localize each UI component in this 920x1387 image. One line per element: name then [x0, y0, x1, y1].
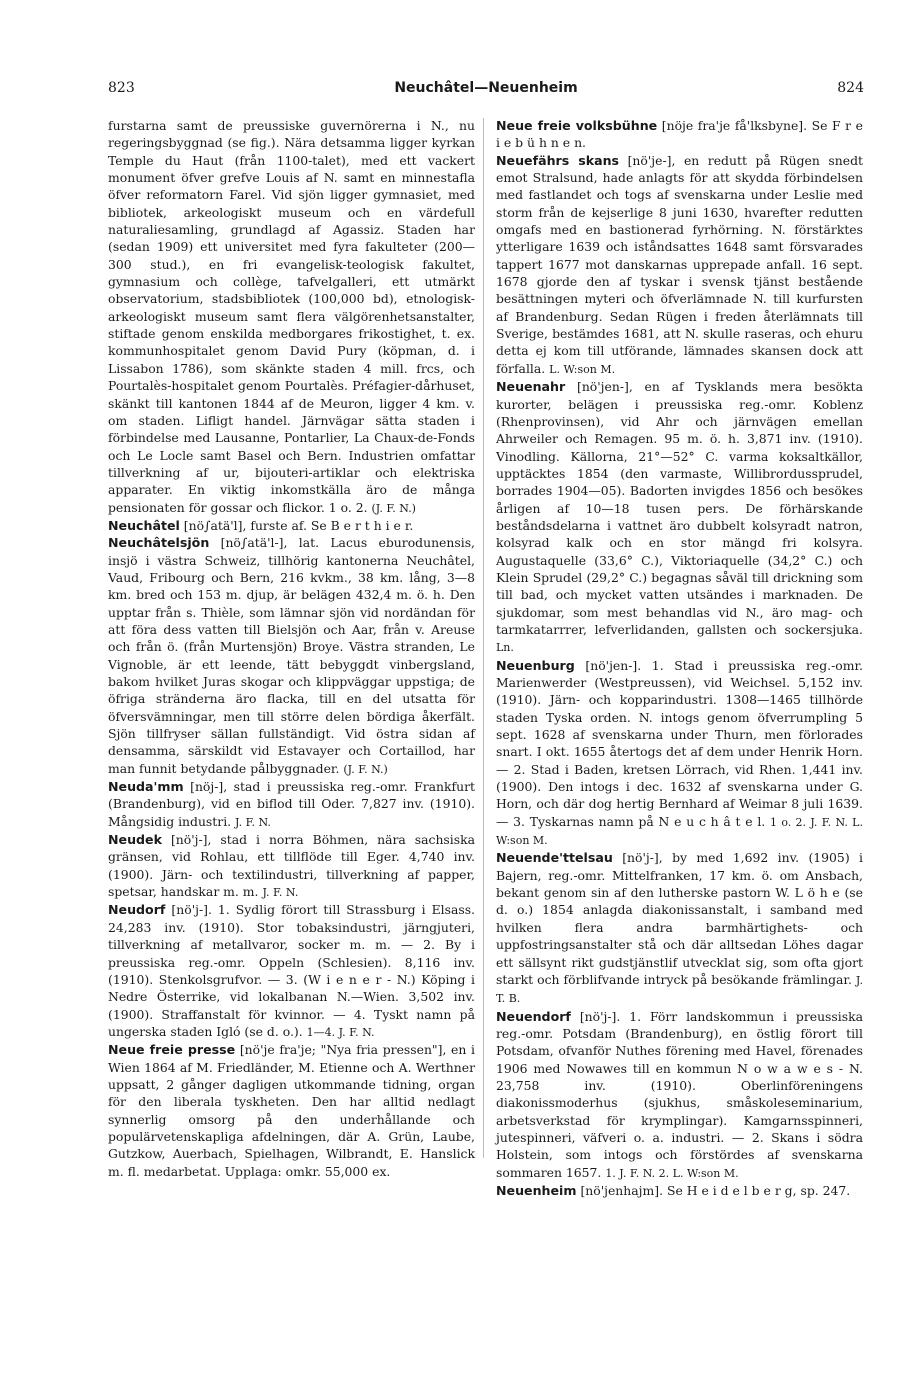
entry-body: [nö'j-]. 1. Sydlig förort till Strassburg i Elsass. 24,283 inv. (1910). Stor tobaksindustri, järngjuteri, tillverkning af metallvaror, socker m. m. — 2. By i preussiska reg.-omr. Oppeln (Schlesien). 8,116 inv. (1910). Stenkolsgrufvor. — 3. (W i e n e r - N.) Köping i Nedre Österrike, vid lokalbanan N.—Wien. 3,502 inv. (1900). Straffanstalt för kvinnor. — 4. Tyskt namn på ungerska staden Igló (se d. o.).	[108, 902, 475, 1039]
continuation-end: 1 o. 2.	[328, 499, 368, 515]
page-number-right: 824	[837, 80, 864, 96]
entry-headword: Neuchâtelsjön	[108, 535, 210, 551]
entry-headword: Neuda'mm	[108, 779, 184, 795]
dictionary-entry	[108, 534, 475, 778]
entry-headword: Neuenburg	[496, 657, 575, 673]
entry-body: [nöj-], stad i preussiska reg.-omr. Frankfurt (Brandenburg), vid en biflod till Oder. 7,827 inv. (1910). Mångsidig industri.	[108, 779, 475, 829]
page-number-left: 823	[108, 80, 135, 96]
entry-body: [nö'jen-], en af Tysklands mera besökta kurorter, belägen i preussiska reg.-omr. Koblenz (Rhenprovinsen), vid Ahr och järnvägen emellan Ahrweiler och Remagen. 95 m. ö. h. 3,871 inv. (1910). Vinodling. Källorna, 21°—52° C. varma koksaltkällor, upptäcktes 1854 (den varmaste, Willibrordussprudel, borrades 1904—05). Badorten invigdes 1856 och besökes årligen af 10—18 tusen pers. De förhärskande beståndsdelarna i vattnet äro dubbelt kolsyradt natron, kolsyrad kalk och en stor mängd fri kolsyra. Augustaquelle (33,6° C.), Viktoriaquelle (34,2° C.) och Klein Sprudel (29,2° C.) begagnas såväl till drickning som till bad, och mycket vatten utsändes i marknaden. De sjukdomar, som mest behandlas vid N., äro mag- och tarmkatarrrer, lefverlidanden, gallsten och sockersjuka.	[496, 379, 863, 637]
entry-body: [nö'jen-]. 1. Stad i preussiska reg.-omr. Marienwerder (Westpreussen), vid Weichsel. 5,152 inv. (1910). Järn- och kopparindustri. 1308—1465 tillhörde staden Tyska orden. N. intogs genom öfverrumpling 5 sept. 1628 af svenskarna under Thurn, men förlorades snart. I okt. 1655 återtogs det af dem under Henrik Horn. — 2. Stad i Baden, kretsen Lörrach, vid Rhen. 1,441 inv. (1900). Den intogs i dec. 1632 af svenskarna under G. Horn, och där dog hertig Bernhard af Weimar 8 juli 1639. — 3. Tyskarnas namn på N e u c h â t e l.	[496, 657, 863, 829]
dictionary-entry	[108, 1041, 475, 1180]
entry-body: [nö'j-], by med 1,692 inv. (1905) i Bajern, reg.-omr. Mittelfranken, 17 km. ö. om Ansbach, bekant genom sin af den lutherske pastorn W. L ö h e (se d. o.) 1854 anlagda diakonissanstalt, i samband med hvilken flera andra barmhärtighets- och uppfostringsanstalter stå och där alltsedan Löhes dagar ett sällsynt rikt gudstjänstlif utvecklat sig, som ofta gjort starkt och förblifvande intryck på besökande främlingar.	[496, 850, 863, 987]
right-entries	[496, 117, 863, 1199]
entry-body: [nö'je fra'je; "Nya fria pressen"], en i Wien 1864 af M. Friedländer, M. Etienne och A. Werthner uppsatt, 2 gånger dagligen utkommande tidning, organ för den liberala tyskheten. Den har alltid nedlagt synnerlig omsorg på den underhållande och populärvetenskapliga afdelningen, där A. Grün, Laube, Gutzkow, Auerbach, Spielhagen, Wilbrandt, E. Hanslick m. fl. medarbetat. Upplaga: omkr. 55,000 ex.	[108, 1042, 475, 1179]
dictionary-entry	[496, 657, 863, 850]
signature: J. F. N.	[262, 886, 299, 900]
signature: 1. J. F. N. 2. L. W:son M.	[605, 1166, 739, 1180]
left-entries	[108, 517, 475, 1180]
entry-headword: Neuchâtel	[108, 517, 180, 533]
dictionary-entry	[496, 117, 863, 152]
signature: J. T. B.	[496, 973, 863, 1006]
entry-headword: Neuende'ttelsau	[496, 850, 613, 866]
entry-headword: Neue freie volksbühne	[496, 118, 658, 133]
signature: 1—4. J. F. N.	[306, 1025, 375, 1039]
signature: (J. F. N.)	[371, 501, 416, 515]
dictionary-entry	[108, 901, 475, 1041]
signature: 1 o. 2. J. F. N. L. W:son M.	[496, 815, 863, 848]
entry-body: [nöje fra'je få'lksbyne]. Se F r e i e b ü h n e n.	[496, 118, 863, 151]
entry-body: [nö∫atä'l], furste af. Se B e r t h i e r.	[179, 517, 414, 533]
signature: (J. F. N.)	[343, 762, 388, 776]
left-column	[108, 117, 475, 1180]
signature: L. W:son M.	[549, 362, 616, 376]
dictionary-entry	[496, 1182, 863, 1199]
page-header	[108, 80, 864, 104]
dictionary-entry	[108, 831, 475, 901]
running-head: Neuchâtel—Neuenheim	[394, 80, 578, 96]
signature: J. F. N.	[235, 815, 271, 829]
dictionary-entry	[496, 152, 863, 378]
dictionary-entry	[496, 1008, 863, 1182]
dictionary-entry	[108, 778, 475, 831]
dictionary-entry	[496, 849, 863, 1007]
entry-body: [nö'je-], en redutt på Rügen snedt emot Stralsund, hade anlagts för att skydda förbindelsen med fastlandet och togs af svenskarna under Leslie med storm från de kejserlige 8 juni 1630, hvarefter redutten omgafs med en bastionerad fyrhörning. N. förstärktes ytterligare 1639 och iståndsattes 1648 samt försvarades tappert 1677 mot danskarnas upprepade anfall. 16 sept. 1678 gjorde den af tyskar i svensk tjänst bestående besättningen myteri och öfverlämnade N. till kurfursten af Brandenburg. Sedan Rügen i freden återlämnats till Sverige, bestämdes 1681, att N. skulle raseras, och ehuru detta ej kom till utförande, lämnades skansen dock att förfalla.	[496, 152, 863, 376]
continuation-paragraph	[108, 117, 475, 517]
entry-headword: Neue freie presse	[108, 1042, 236, 1058]
entry-body: [nö'jenhajm]. Se H e i d e l b e r g, sp. 247.	[576, 1182, 851, 1198]
dictionary-entry	[496, 378, 863, 657]
entry-headword: Neudorf	[108, 902, 166, 918]
entry-headword: Neuefährs skans	[496, 152, 620, 168]
entry-headword: Neuenheim	[496, 1182, 577, 1198]
entry-body: [nö'j-]. 1. Förr landskommun i preussiska reg.-omr. Potsdam (Brandenburg), en östlig förort till Potsdam, ofvanför Nuthes förening med Havel, förenades 1906 med Nowawes till en kommun N o w a w e s - N. 23,758 inv. (1910). Oberlinföreningens diakonissmoderhus (sjukhus, småskoleseminarium, arbetsverkstad för krymplingar). Kamgarnsspinneri, jutespinneri, väfveri o. a. industri. — 2. Skans i södra Holstein, som intogs och förstördes af svenskarna sommaren 1657.	[496, 1008, 863, 1180]
signature: Ln.	[496, 641, 514, 655]
entry-body: [nö∫atä'l-], lat. Lacus eburodunensis, insjö i västra Schweiz, tillhörig kantonerna Neuchâtel, Vaud, Fribourg och Bern, 216 kvkm., 38 km. lång, 3—8 km. bred och 153 m. djup, är belägen 432,4 m. ö. h. Den upptar från s. Thièle, som lämnar sjön vid nordändan för att föra dess vatten till Bielsjön och Aar, från v. Areuse och från ö. (från Murtensjön) Broye. Västra stranden, Le Vignoble, är ett leende, tätt bebyggdt vinbergsland, bakom hvilket Juras skogar och klippväggar uppstiga; de öfriga stränderna äro flacka, till en del utsatta för öfversvämningar, men till större delen bördiga åkerfält. Sjön tillfryser sällan fullständigt. Vid östra sidan af densamma, särskildt vid Estavayer och Cortaillod, har man funnit betydande pålbyggnader.	[108, 535, 475, 776]
entry-headword: Neuendorf	[496, 1008, 571, 1024]
entry-body: [nö'j-], stad i norra Böhmen, nära sachsiska gränsen, vid Rohlau, ett tillflöde till Eger. 4,740 inv. (1900). Järn- och textilindustri, tillverkning af papper, spetsar, handskar m. m.	[108, 832, 475, 900]
continuation-text: furstarna samt de preussiske guvernörerna i N., nu regeringsbyggnad (se fig.). Nära detsamma ligger kyrkan Temple du Haut (från 1100-talet), med ett vackert monument öfver grefve Louis af N. samt en minnestafla öfver reformatorn Farel. Vid sjön ligger gymnasiet, med bibliotek, arkeologiskt museum och en värdefull naturaliesamling, grundlagd af Agassiz. Staden har (sedan 1909) ett universitet med fyra fakulteter (200—300 stud.), en fri evangelisk-teologisk fakultet, gymnasium och collège, tafvelgalleri, ett utmärkt observatorium, stadsbibliotek (100,000 bd), etnologisk-arkeologiskt museum samt flera välgörenhetsanstalter, stiftade genom enskilda medborgares frikostighet, t. ex. kommunhospitalet genom David Pury (köpman, d. i Lissabon 1786), som skänkte staden 4 mill. frcs, och Pourtalès-hospitalet genom Pourtalès. Préfagier-dårhuset, skänkt till kantonen 1844 af de Meuron, ligger 4 km. v. om staden. Lifligt handel. Järnvägar sätta staden i förbindelse med Lausanne, Pontarlier, La Chaux-de-Fonds och Le Locle samt Basel och Bern. Industrien omfattar tillverkning af ur, bijouteri-artiklar och elektriska apparater. En viktig inkomstkälla äro de många pensionaten för gossar och flickor.	[108, 118, 475, 515]
entry-headword: Neuenahr	[496, 379, 566, 395]
entry-headword: Neudek	[108, 832, 162, 848]
column-divider	[483, 118, 484, 1158]
dictionary-entry	[108, 517, 475, 534]
right-column	[496, 117, 863, 1199]
